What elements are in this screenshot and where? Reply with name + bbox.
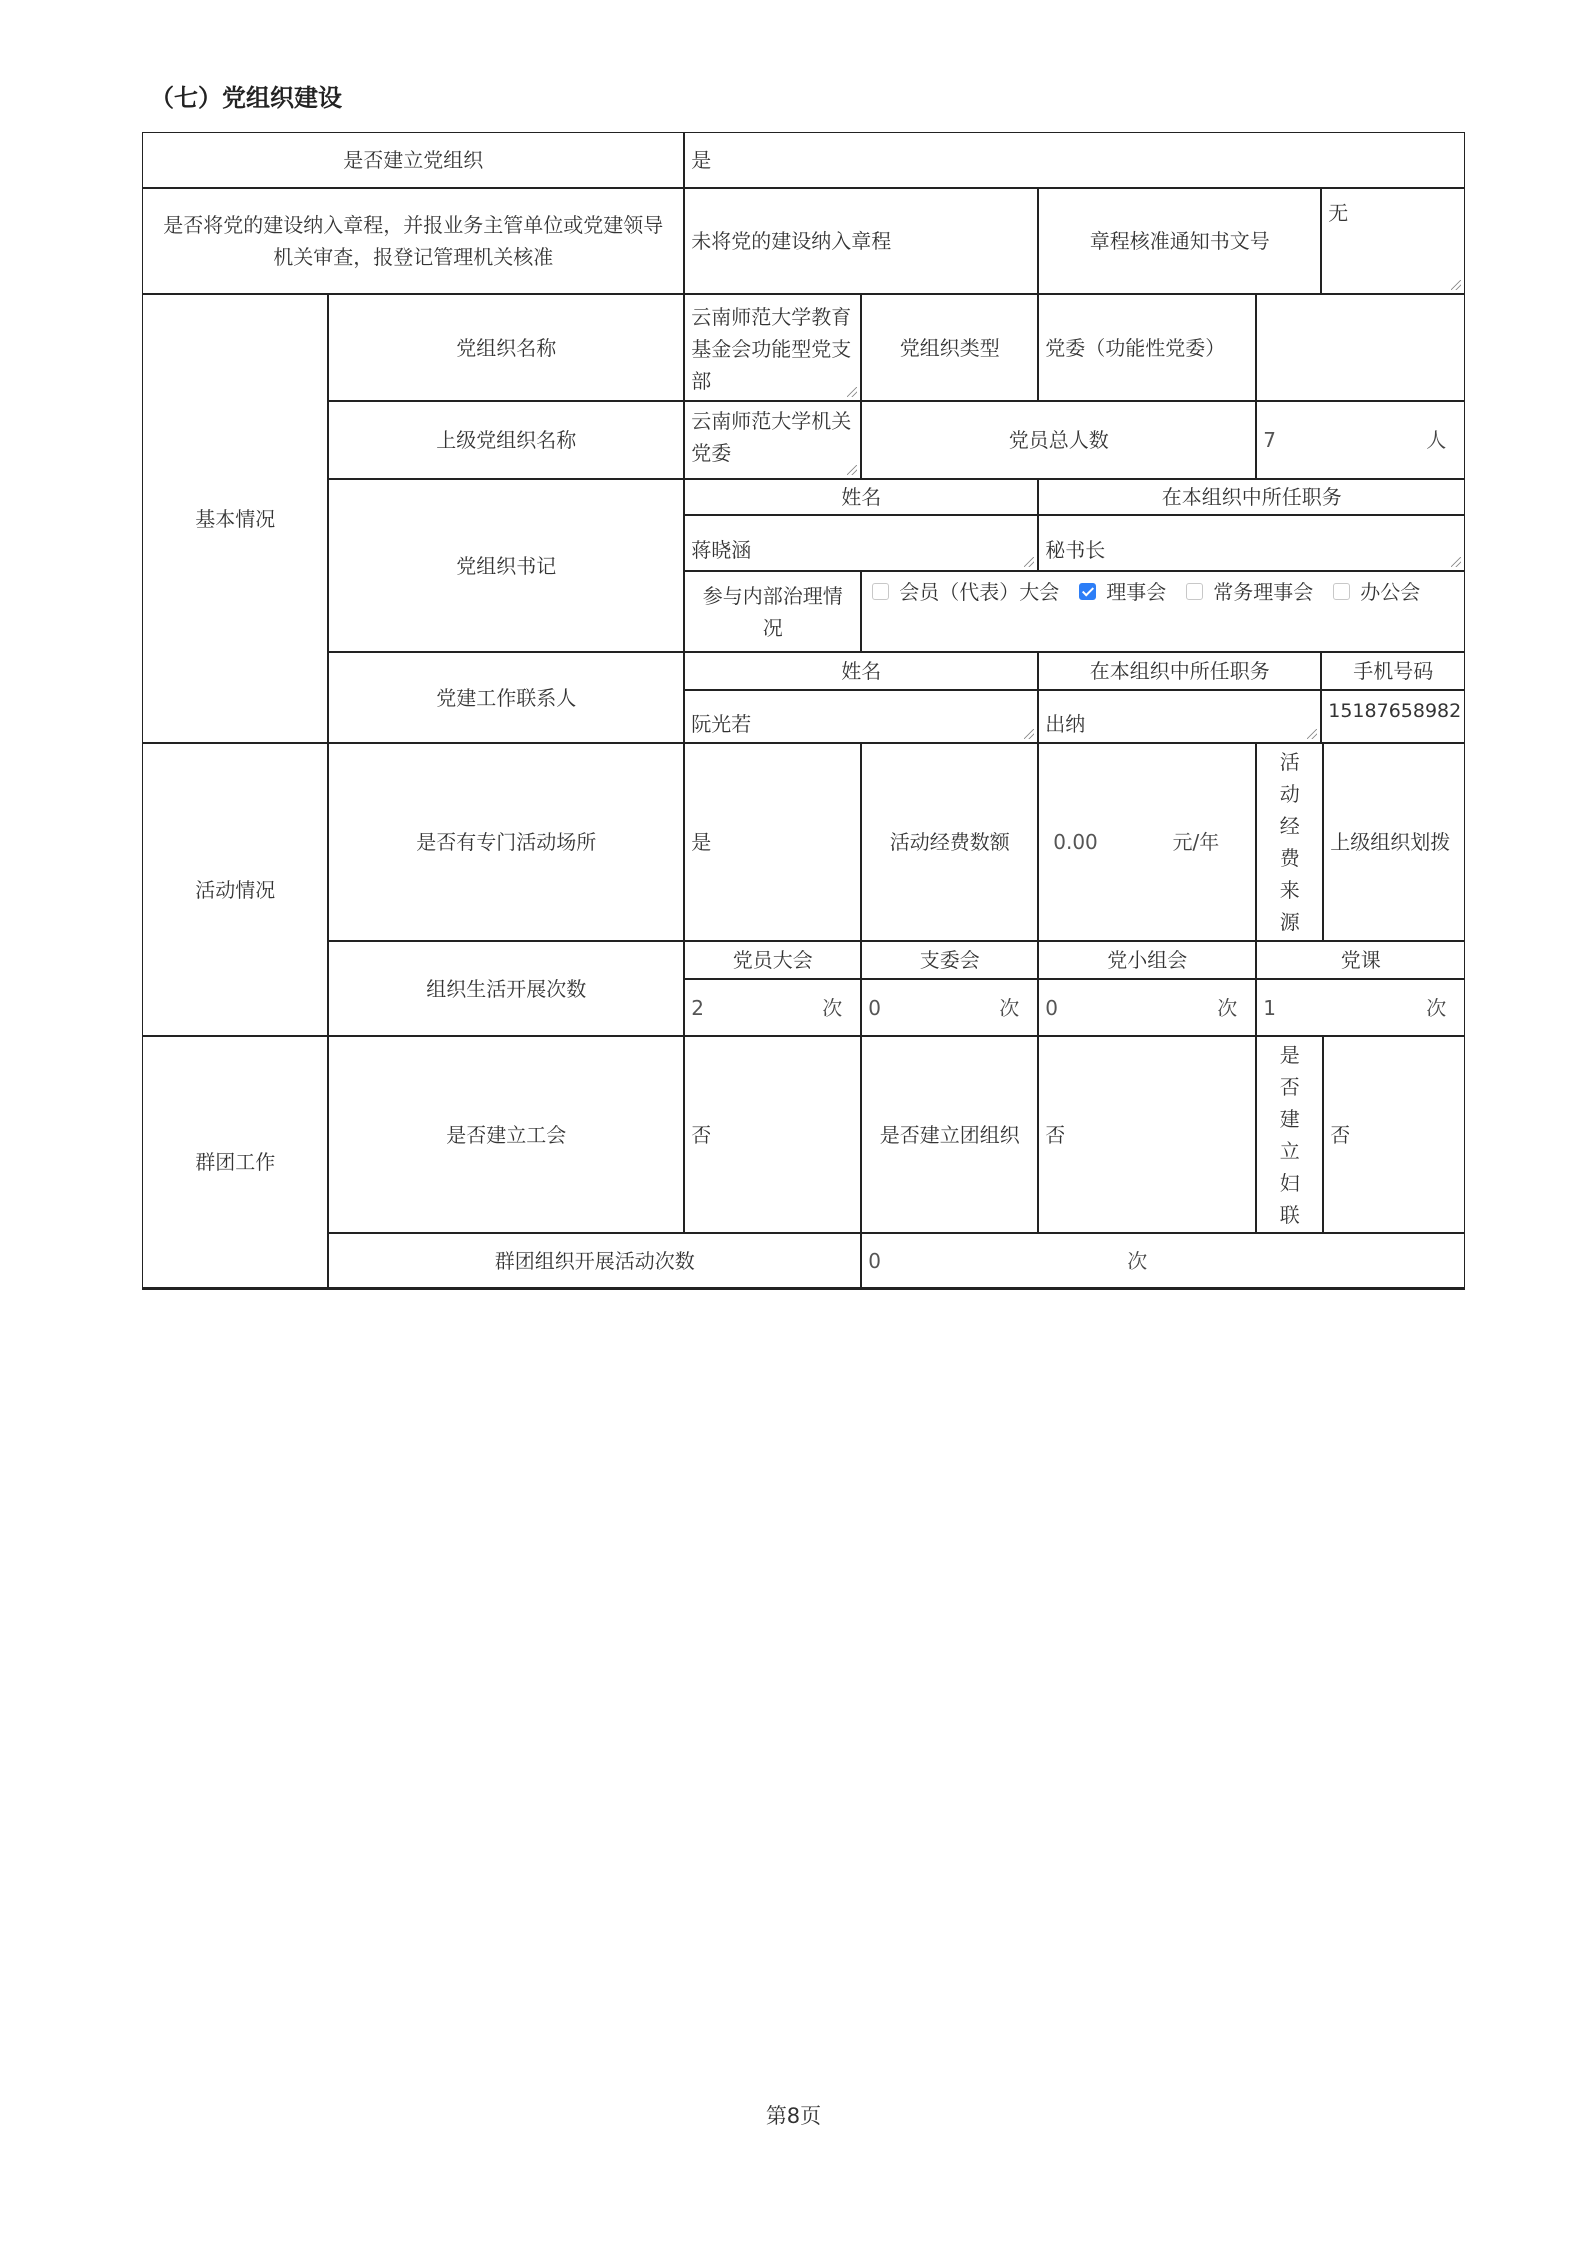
governance-option-assembly[interactable] — [872, 576, 1059, 607]
source-value[interactable]: 上级组织划拨 — [1323, 743, 1465, 941]
count-value: 2 — [691, 995, 704, 1020]
life-label: 组织生活开展次数 — [328, 941, 684, 1036]
checkbox-unchecked-icon[interactable] — [1333, 583, 1350, 600]
mass-activities-field[interactable] — [861, 1233, 1465, 1290]
contact-phone-value[interactable]: 15187658982 — [1321, 690, 1465, 743]
count-field-committee[interactable] — [861, 979, 1038, 1036]
org-name-label: 党组织名称 — [328, 294, 684, 401]
resize-grip-icon[interactable] — [1024, 557, 1034, 567]
venue-label: 是否有专门活动场所 — [328, 743, 684, 941]
org-name-field[interactable] — [684, 294, 861, 401]
charter-doc-value: 无 — [1328, 201, 1349, 226]
count-unit: 次 — [822, 995, 843, 1020]
governance-options — [861, 571, 1465, 652]
members-field[interactable] — [1256, 401, 1465, 479]
contact-name-field[interactable] — [684, 690, 1038, 743]
count-unit: 次 — [999, 995, 1020, 1020]
governance-option-standing-council[interactable] — [1186, 576, 1313, 607]
source-label — [1256, 743, 1323, 941]
option-label: 会员（代表）大会 — [899, 579, 1060, 604]
org-name-value: 云南师范大学教育基金会功能型党支部 — [691, 305, 852, 394]
option-label: 理事会 — [1106, 579, 1167, 604]
charter-value[interactable]: 未将党的建设纳入章程 — [684, 188, 1038, 294]
parent-org-value: 云南师范大学机关党委 — [691, 409, 852, 466]
count-header-group: 党小组会 — [1038, 941, 1256, 979]
established-value[interactable]: 是 — [684, 132, 1465, 188]
venue-value[interactable]: 是 — [684, 743, 861, 941]
contact-position-field[interactable] — [1038, 690, 1321, 743]
checkbox-unchecked-icon[interactable] — [1186, 583, 1203, 600]
charter-doc-field[interactable] — [1321, 188, 1465, 294]
count-header-lecture: 党课 — [1256, 941, 1465, 979]
resize-grip-icon[interactable] — [1451, 280, 1461, 290]
count-field-group[interactable] — [1038, 979, 1256, 1036]
contact-label: 党建工作联系人 — [328, 652, 684, 743]
funds-label: 活动经费数额 — [861, 743, 1038, 941]
resize-grip-icon[interactable] — [1024, 729, 1034, 739]
secretary-position-header: 在本组织中所任职务 — [1038, 479, 1465, 515]
count-unit: 次 — [1426, 995, 1447, 1020]
secretary-name-value: 蒋晓涵 — [691, 538, 752, 563]
mass-group-label: 群团工作 — [142, 1036, 328, 1290]
party-building-form — [143, 133, 1466, 1291]
activity-group-label: 活动情况 — [142, 743, 328, 1036]
option-label: 办公会 — [1360, 579, 1421, 604]
members-value: 7 — [1263, 428, 1276, 453]
count-value: 1 — [1263, 995, 1276, 1020]
secretary-name-header: 姓名 — [684, 479, 1038, 515]
page-number: 第8页 — [765, 2104, 822, 2128]
parent-org-label: 上级党组织名称 — [328, 401, 684, 479]
section-title: （七）党组织建设 — [150, 84, 342, 112]
checkbox-checked-icon[interactable] — [1079, 583, 1096, 600]
youth-label: 是否建立团组织 — [861, 1036, 1038, 1233]
youth-value[interactable]: 否 — [1038, 1036, 1256, 1233]
charter-label: 是否将党的建设纳入章程，并报业务主管单位或党建领导机关审查，报登记管理机关核准 — [142, 188, 684, 294]
funds-unit: 元/年 — [1172, 830, 1220, 855]
union-value[interactable]: 否 — [684, 1036, 861, 1233]
women-value[interactable]: 否 — [1323, 1036, 1465, 1233]
funds-value: 0.00 — [1053, 830, 1098, 855]
secretary-position-field[interactable] — [1038, 515, 1465, 571]
contact-name-value: 阮光若 — [691, 712, 752, 737]
org-type-value[interactable]: 党委（功能性党委） — [1038, 294, 1256, 401]
option-label: 常务理事会 — [1213, 579, 1314, 604]
basic-group-label: 基本情况 — [142, 294, 328, 743]
resize-grip-icon[interactable] — [847, 465, 857, 475]
contact-name-header: 姓名 — [684, 652, 1038, 690]
contact-position-header: 在本组织中所任职务 — [1038, 652, 1321, 690]
established-label: 是否建立党组织 — [142, 132, 684, 188]
governance-label: 参与内部治理情况 — [684, 571, 861, 652]
count-header-assembly: 党员大会 — [684, 941, 861, 979]
count-value: 0 — [868, 995, 881, 1020]
resize-grip-icon[interactable] — [1307, 729, 1317, 739]
secretary-name-field[interactable] — [684, 515, 1038, 571]
count-header-committee: 支委会 — [861, 941, 1038, 979]
org-type-blank — [1256, 294, 1465, 401]
source-label-text: 活动经费来源 — [1279, 750, 1300, 935]
members-label: 党员总人数 — [861, 401, 1256, 479]
mass-activities-label: 群团组织开展活动次数 — [328, 1233, 861, 1290]
women-label-text: 是否建立妇联 — [1279, 1042, 1300, 1227]
secretary-label: 党组织书记 — [328, 479, 684, 652]
resize-grip-icon[interactable] — [847, 387, 857, 397]
checkbox-unchecked-icon[interactable] — [872, 583, 889, 600]
resize-grip-icon[interactable] — [1451, 557, 1461, 567]
count-field-assembly[interactable] — [684, 979, 861, 1036]
org-type-label: 党组织类型 — [861, 294, 1038, 401]
count-value: 0 — [1045, 995, 1058, 1020]
governance-option-council[interactable] — [1079, 576, 1166, 607]
mass-activities-unit: 次 — [1127, 1248, 1148, 1273]
count-field-lecture[interactable] — [1256, 979, 1465, 1036]
parent-org-field[interactable] — [684, 401, 861, 479]
contact-position-value: 出纳 — [1045, 712, 1086, 737]
charter-doc-label: 章程核准通知书文号 — [1038, 188, 1321, 294]
governance-option-office-meeting[interactable] — [1333, 576, 1420, 607]
funds-field[interactable] — [1038, 743, 1256, 941]
mass-activities-value: 0 — [868, 1248, 881, 1273]
count-unit: 次 — [1217, 995, 1238, 1020]
women-label — [1256, 1036, 1323, 1233]
contact-phone-header: 手机号码 — [1321, 652, 1465, 690]
secretary-position-value: 秘书长 — [1045, 538, 1106, 563]
union-label: 是否建立工会 — [328, 1036, 684, 1233]
members-unit: 人 — [1426, 428, 1447, 453]
